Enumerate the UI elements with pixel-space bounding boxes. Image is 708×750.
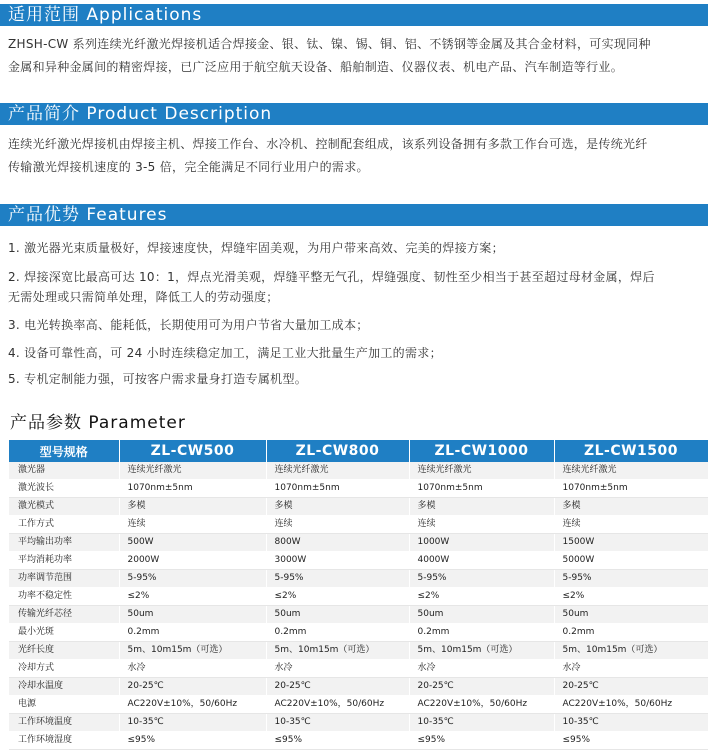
table-row	[9, 480, 708, 498]
description-line-2: 传输激光焊接机速度的 3-5 倍，完全能满足不同行业用户的需求。	[8, 160, 369, 174]
parameters-header-row	[9, 440, 708, 462]
cell-cw1000: 10-35℃	[409, 714, 554, 732]
cell-label: 冷却方式	[9, 660, 119, 678]
cell-cw800: 50um	[266, 606, 409, 624]
cell-cw500: 5m、10m15m（可选）	[119, 642, 266, 660]
cell-cw500: 10-35℃	[119, 714, 266, 732]
feature-item-4: 4. 设备可靠性高，可 24 小时连续稳定加工，满足工业大批量生产加工的需求；	[8, 346, 442, 360]
cell-label: 激光器	[9, 462, 119, 480]
cell-label: 工作环境温度	[9, 714, 119, 732]
cell-cw1500: ≤2%	[554, 588, 708, 606]
cell-cw1500: 5m、10m15m（可选）	[554, 642, 708, 660]
cell-cw800: AC220V±10%，50/60Hz	[266, 696, 409, 714]
cell-cw1500: 5-95%	[554, 570, 708, 588]
cell-cw500: AC220V±10%，50/60Hz	[119, 696, 266, 714]
cell-cw1500: 0.2mm	[554, 624, 708, 642]
table-row	[9, 696, 708, 714]
table-row	[9, 606, 708, 624]
cell-cw500: 连续	[119, 516, 266, 534]
cell-cw800: 10-35℃	[266, 714, 409, 732]
cell-cw800: 连续	[266, 516, 409, 534]
header-spec: 型号规格	[9, 440, 119, 462]
cell-cw1000: AC220V±10%，50/60Hz	[409, 696, 554, 714]
table-row	[9, 732, 708, 750]
applications-line-1: ZHSH-CW 系列连续光纤激光焊接机适合焊接金、银、钛、镍、锡、铜、铝、不锈钢等金属及其合金材料，可实现同种	[8, 37, 651, 51]
cell-label: 激光模式	[9, 498, 119, 516]
table-row	[9, 462, 708, 480]
cell-cw500: 50um	[119, 606, 266, 624]
parameters-table	[9, 440, 708, 750]
table-row	[9, 570, 708, 588]
cell-label: 最小光斑	[9, 624, 119, 642]
cell-cw1000: 1000W	[409, 534, 554, 552]
cell-cw1500: 连续	[554, 516, 708, 534]
header-model-cw500: ZL-CW500	[119, 440, 266, 462]
cell-cw800: 20-25℃	[266, 678, 409, 696]
cell-cw500: ≤2%	[119, 588, 266, 606]
cell-cw800: 1070nm±5nm	[266, 480, 409, 498]
cell-cw800: 5m、10m15m（可选）	[266, 642, 409, 660]
cell-cw500: ≤95%	[119, 732, 266, 750]
cell-label: 光纤长度	[9, 642, 119, 660]
cell-cw500: 20-25℃	[119, 678, 266, 696]
cell-cw800: 3000W	[266, 552, 409, 570]
cell-cw800: 5-95%	[266, 570, 409, 588]
cell-cw1500: 连续光纤激光	[554, 462, 708, 480]
applications-text	[8, 33, 706, 79]
cell-cw1000: 20-25℃	[409, 678, 554, 696]
table-row	[9, 642, 708, 660]
cell-cw1500: 5000W	[554, 552, 708, 570]
cell-cw800: 水冷	[266, 660, 409, 678]
applications-line-2: 金属和异种金属间的精密焊接，已广泛应用于航空航天设备、船舶制造、仪器仪表、机电产品、汽车制造等行业。	[8, 60, 624, 74]
cell-cw1000: 5-95%	[409, 570, 554, 588]
cell-cw1000: ≤95%	[409, 732, 554, 750]
cell-cw500: 0.2mm	[119, 624, 266, 642]
cell-cw800: ≤95%	[266, 732, 409, 750]
cell-label: 平均消耗功率	[9, 552, 119, 570]
description-line-1: 连续光纤激光焊接机由焊接主机、焊接工作台、水冷机、控制配套组成，该系列设备拥有多款工作台可选，是传统光纤	[8, 137, 648, 151]
cell-cw500: 水冷	[119, 660, 266, 678]
cell-cw1500: 水冷	[554, 660, 708, 678]
cell-label: 平均输出功率	[9, 534, 119, 552]
features-title: 产品优势 Features	[8, 205, 168, 225]
cell-label: 工作方式	[9, 516, 119, 534]
cell-label: 功率不稳定性	[9, 588, 119, 606]
applications-title: 适用范围 Applications	[8, 5, 203, 25]
header-model-cw1500: ZL-CW1500	[554, 440, 708, 462]
feature-item-1: 1. 激光器光束质量极好，焊接速度快，焊缝牢固美观，为用户带来高效、完美的焊接方案；	[8, 241, 504, 255]
table-row	[9, 714, 708, 732]
cell-cw1500: 多模	[554, 498, 708, 516]
parameters-body	[9, 462, 708, 750]
cell-cw1000: 5m、10m15m（可选）	[409, 642, 554, 660]
feature-item-3: 3. 电光转换率高、能耗低，长期使用可为用户节省大量加工成本；	[8, 318, 369, 332]
cell-cw1500: 50um	[554, 606, 708, 624]
description-text	[8, 133, 706, 179]
cell-cw1500: 1500W	[554, 534, 708, 552]
cell-cw500: 连续光纤激光	[119, 462, 266, 480]
cell-cw1000: 水冷	[409, 660, 554, 678]
cell-cw800: ≤2%	[266, 588, 409, 606]
description-title: 产品简介 Product Description	[8, 104, 273, 124]
cell-label: 传输光纤芯径	[9, 606, 119, 624]
cell-cw500: 多模	[119, 498, 266, 516]
parameters-title: 产品参数 Parameter	[10, 413, 186, 433]
table-row	[9, 624, 708, 642]
cell-cw500: 5-95%	[119, 570, 266, 588]
table-row	[9, 516, 708, 534]
cell-label: 激光波长	[9, 480, 119, 498]
cell-cw1000: 1070nm±5nm	[409, 480, 554, 498]
cell-cw1500: 10-35℃	[554, 714, 708, 732]
cell-label: 工作环境湿度	[9, 732, 119, 750]
table-row	[9, 660, 708, 678]
cell-label: 冷却水温度	[9, 678, 119, 696]
table-row	[9, 552, 708, 570]
table-row	[9, 678, 708, 696]
feature-item-2: 2. 焊接深宽比最高可达 10：1，焊点光滑美观，焊缝平整无气孔，焊缝强度、韧性至少相当于甚至超过母材金属，焊后	[8, 270, 655, 284]
cell-cw1000: ≤2%	[409, 588, 554, 606]
table-row	[9, 534, 708, 552]
features-header	[0, 204, 708, 226]
cell-label: 功率调节范围	[9, 570, 119, 588]
cell-cw800: 连续光纤激光	[266, 462, 409, 480]
cell-cw1500: ≤95%	[554, 732, 708, 750]
cell-cw1500: 20-25℃	[554, 678, 708, 696]
cell-label: 电源	[9, 696, 119, 714]
cell-cw1000: 50um	[409, 606, 554, 624]
feature-item-5: 5. 专机定制能力强，可按客户需求量身打造专属机型。	[8, 372, 308, 386]
cell-cw800: 多模	[266, 498, 409, 516]
cell-cw1000: 连续	[409, 516, 554, 534]
cell-cw500: 1070nm±5nm	[119, 480, 266, 498]
cell-cw1500: AC220V±10%，50/60Hz	[554, 696, 708, 714]
cell-cw500: 2000W	[119, 552, 266, 570]
feature-item-2-cont: 无需处理或只需简单处理，降低工人的劳动强度；	[8, 290, 279, 304]
cell-cw500: 500W	[119, 534, 266, 552]
cell-cw1000: 连续光纤激光	[409, 462, 554, 480]
cell-cw1000: 多模	[409, 498, 554, 516]
description-header	[0, 103, 708, 125]
cell-cw1000: 4000W	[409, 552, 554, 570]
cell-cw1500: 1070nm±5nm	[554, 480, 708, 498]
table-row	[9, 588, 708, 606]
header-model-cw1000: ZL-CW1000	[409, 440, 554, 462]
header-model-cw800: ZL-CW800	[266, 440, 409, 462]
cell-cw800: 800W	[266, 534, 409, 552]
cell-cw800: 0.2mm	[266, 624, 409, 642]
applications-header	[0, 4, 708, 26]
table-row	[9, 498, 708, 516]
cell-cw1000: 0.2mm	[409, 624, 554, 642]
